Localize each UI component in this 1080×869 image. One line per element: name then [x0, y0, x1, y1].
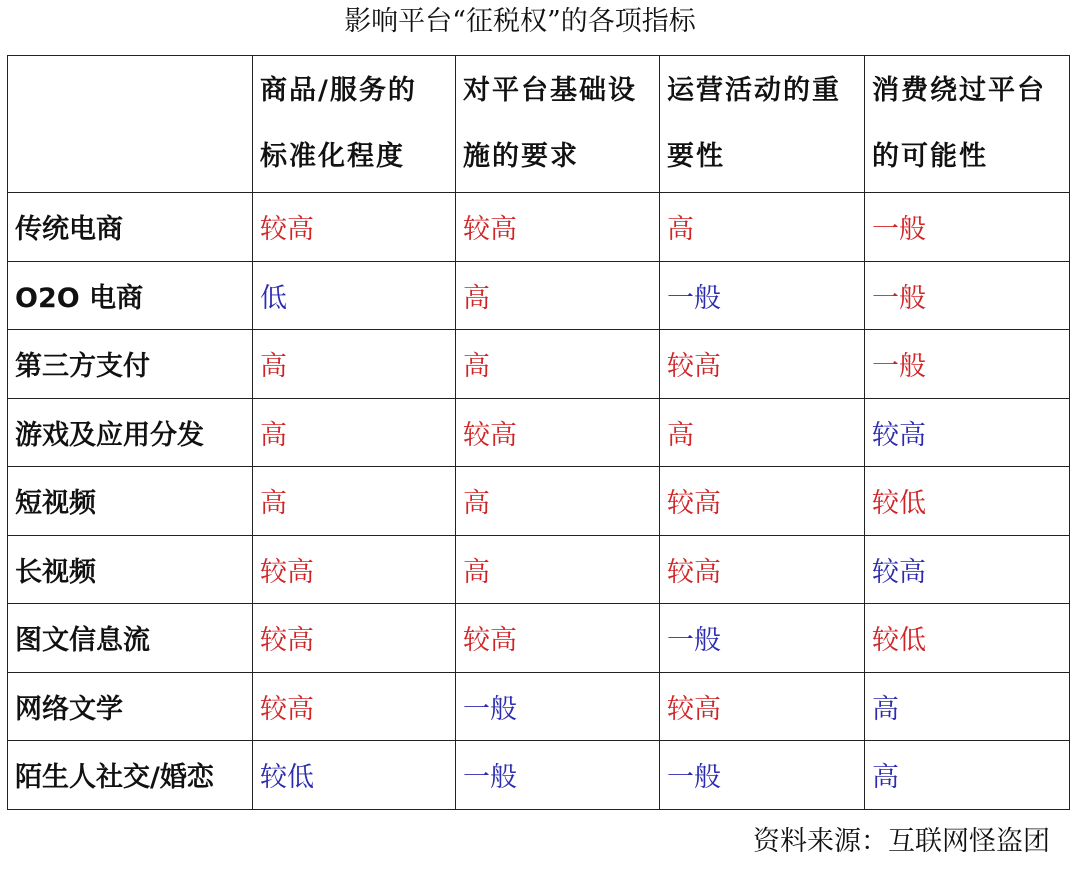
row-label: 短视频	[8, 467, 253, 536]
column-header-line: 商品/服务的	[260, 75, 417, 106]
table-cell: 较低	[865, 467, 1070, 536]
table-cell: 较高	[253, 193, 456, 262]
table-cell: 一般	[865, 330, 1070, 399]
row-label: 游戏及应用分发	[8, 398, 253, 467]
source-note: 资料来源：互联网怪盗团	[753, 826, 1050, 857]
column-header-line: 对平台基础设	[463, 75, 637, 106]
row-label: 网络文学	[8, 672, 253, 741]
table-cell: 一般	[456, 741, 660, 810]
row-label: 传统电商	[8, 193, 253, 262]
table-cell: 一般	[865, 193, 1070, 262]
table-header-row	[8, 56, 1070, 193]
column-header-bypass	[865, 56, 1070, 193]
table-cell: 高	[456, 261, 660, 330]
row-label: 陌生人社交/婚恋	[8, 741, 253, 810]
column-header-line: 施的要求	[463, 141, 579, 172]
table-cell: 较高	[253, 604, 456, 673]
table-cell: 较高	[660, 535, 865, 604]
column-header-operations	[660, 56, 865, 193]
row-label: O2O 电商	[8, 261, 253, 330]
column-header-line: 运营活动的重	[667, 75, 841, 106]
table-cell: 高	[865, 741, 1070, 810]
table-cell: 一般	[660, 261, 865, 330]
table-cell: 较高	[456, 193, 660, 262]
table-cell: 一般	[456, 672, 660, 741]
table-cell: 较高	[456, 604, 660, 673]
table-cell: 高	[865, 672, 1070, 741]
table-cell: 较高	[253, 535, 456, 604]
table-cell: 较低	[865, 604, 1070, 673]
table-cell: 较高	[660, 467, 865, 536]
table-row	[8, 398, 1070, 467]
table-cell: 一般	[660, 741, 865, 810]
row-label: 第三方支付	[8, 330, 253, 399]
table-cell: 高	[253, 467, 456, 536]
table-cell: 高	[456, 330, 660, 399]
table-row	[8, 193, 1070, 262]
table-cell: 较高	[660, 672, 865, 741]
column-header-infrastructure	[456, 56, 660, 193]
table-cell: 较高	[865, 535, 1070, 604]
row-label: 图文信息流	[8, 604, 253, 673]
table-row	[8, 741, 1070, 810]
table-row	[8, 261, 1070, 330]
table-cell: 高	[253, 330, 456, 399]
table-row	[8, 467, 1070, 536]
table-cell: 高	[660, 398, 865, 467]
table-row	[8, 330, 1070, 399]
column-header-line: 标准化程度	[260, 141, 405, 172]
column-header-line: 的可能性	[872, 141, 988, 172]
page-title: 影响平台“征税权”的各项指标	[344, 6, 696, 37]
table-row	[8, 672, 1070, 741]
table-cell: 较高	[660, 330, 865, 399]
indicator-table	[7, 55, 1070, 810]
table-cell: 高	[660, 193, 865, 262]
table-cell: 较高	[253, 672, 456, 741]
table-cell: 一般	[660, 604, 865, 673]
table-cell: 较高	[865, 398, 1070, 467]
table-cell: 高	[456, 467, 660, 536]
column-header-standardization	[253, 56, 456, 193]
table-cell: 低	[253, 261, 456, 330]
table-body	[8, 193, 1070, 810]
column-header-line: 要性	[667, 141, 725, 172]
table-cell: 较低	[253, 741, 456, 810]
table-row	[8, 604, 1070, 673]
table-cell: 高	[456, 535, 660, 604]
table-row	[8, 535, 1070, 604]
table-cell: 高	[253, 398, 456, 467]
table-cell: 一般	[865, 261, 1070, 330]
corner-cell	[8, 56, 253, 193]
row-label: 长视频	[8, 535, 253, 604]
table-cell: 较高	[456, 398, 660, 467]
column-header-line: 消费绕过平台	[872, 75, 1046, 106]
